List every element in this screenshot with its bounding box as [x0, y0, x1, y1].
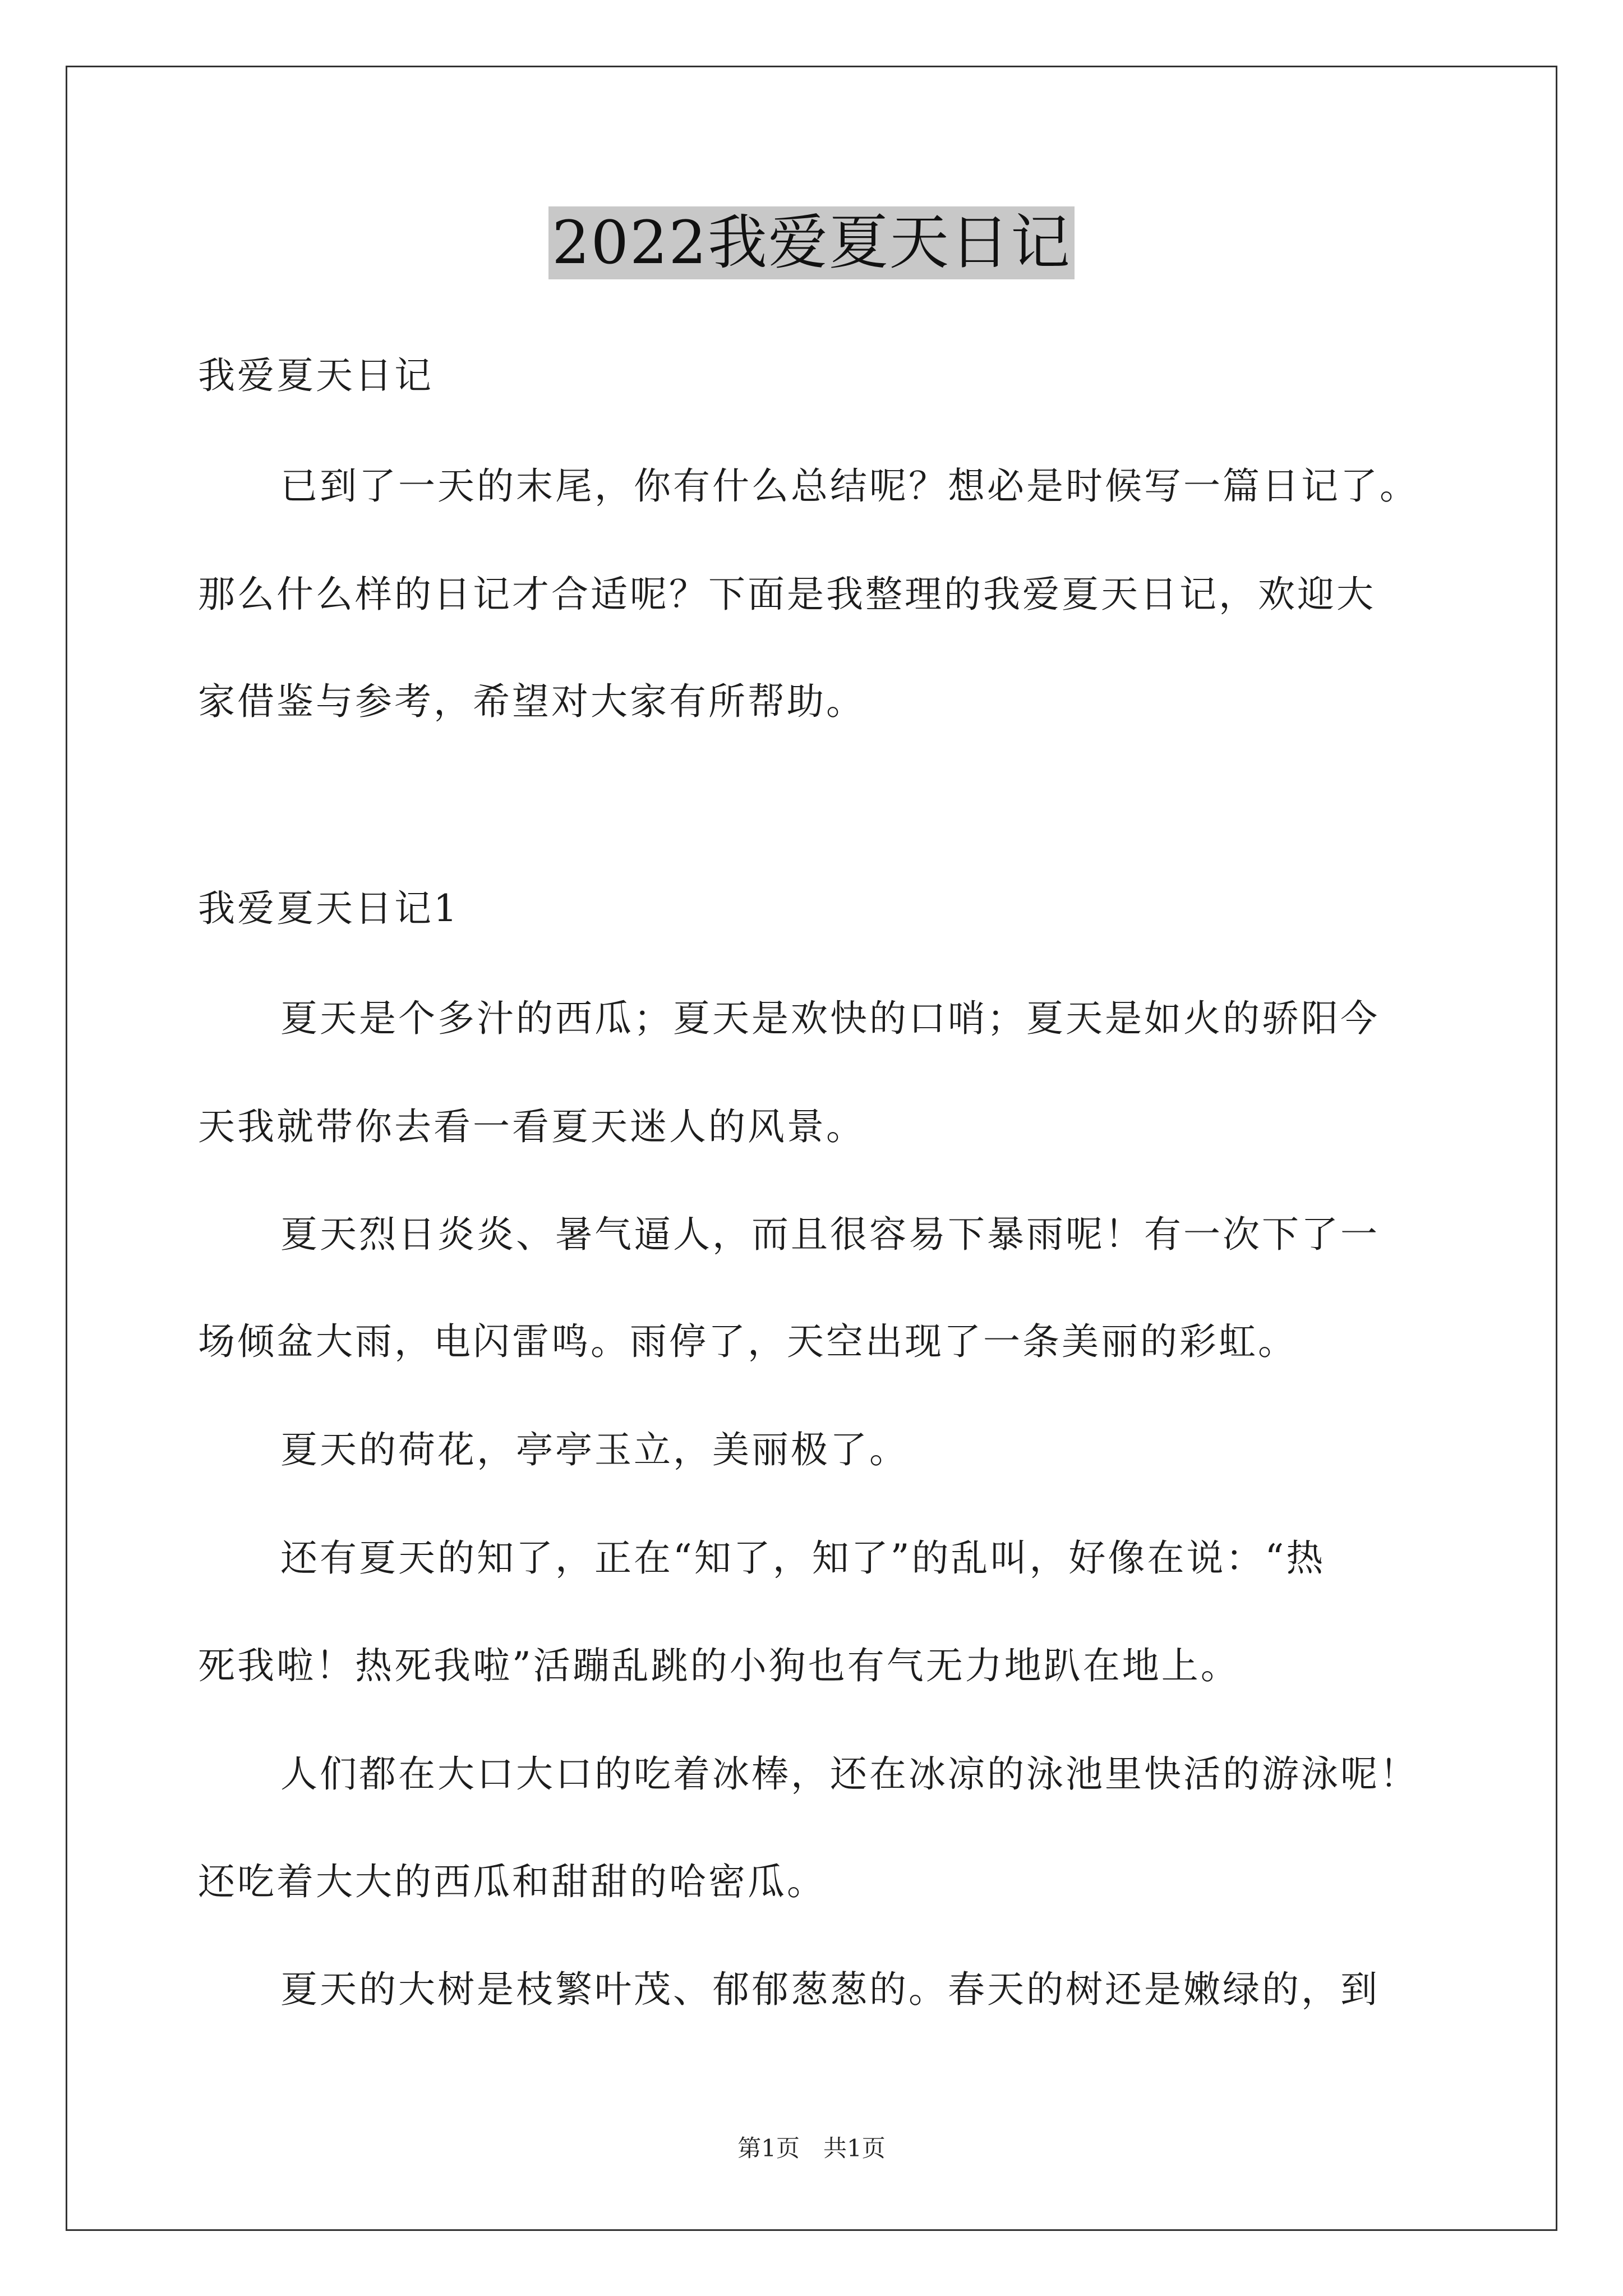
- document-title: 2022我爱夏天日记: [548, 206, 1075, 279]
- paragraph-line: 夏天的荷花，亭亭玉立，美丽极了。: [280, 1428, 909, 1471]
- paragraph-line: 人们都在大口大口的吃着冰棒，还在冰凉的泳池里快活的游泳呢！: [280, 1752, 1419, 1796]
- paragraph-line: 家借鉴与参考，希望对大家有所帮助。: [198, 680, 865, 723]
- title-container: [0, 206, 1623, 279]
- paragraph-line: 还有夏天的知了，正在“知了，知了”的乱叫，好像在说：“热: [280, 1536, 1326, 1580]
- paragraph-line: 已到了一天的末尾，你有什么总结呢？想必是时候写一篇日记了。: [280, 464, 1419, 508]
- paragraph-line: 天我就带你去看一看夏天迷人的风景。: [198, 1105, 865, 1148]
- section-heading: 我爱夏天日记1: [198, 887, 459, 930]
- paragraph-line: 那么什么样的日记才合适呢？下面是我整理的我爱夏天日记，欢迎大: [198, 573, 1376, 616]
- paragraph-line: 夏天烈日炎炎、暑气逼人，而且很容易下暴雨呢！有一次下了一: [280, 1213, 1380, 1256]
- paragraph-line: 夏天的大树是枝繁叶茂、郁郁葱葱的。春天的树还是嫩绿的，到: [280, 1968, 1380, 2011]
- paragraph-line: 还吃着大大的西瓜和甜甜的哈密瓜。: [198, 1860, 826, 1903]
- paragraph-line: 场倾盆大雨，电闪雷鸣。雨停了，天空出现了一条美丽的彩虹。: [198, 1320, 1297, 1363]
- paragraph-line: 夏天是个多汁的西瓜；夏天是欢快的口哨；夏天是如火的骄阳今: [280, 997, 1380, 1040]
- page-footer: 第1页 共1页: [737, 2134, 886, 2162]
- paragraph-line: 死我啦！热死我啦”活蹦乱跳的小狗也有气无力地趴在地上。: [198, 1644, 1240, 1687]
- section-heading: 我爱夏天日记: [198, 354, 434, 397]
